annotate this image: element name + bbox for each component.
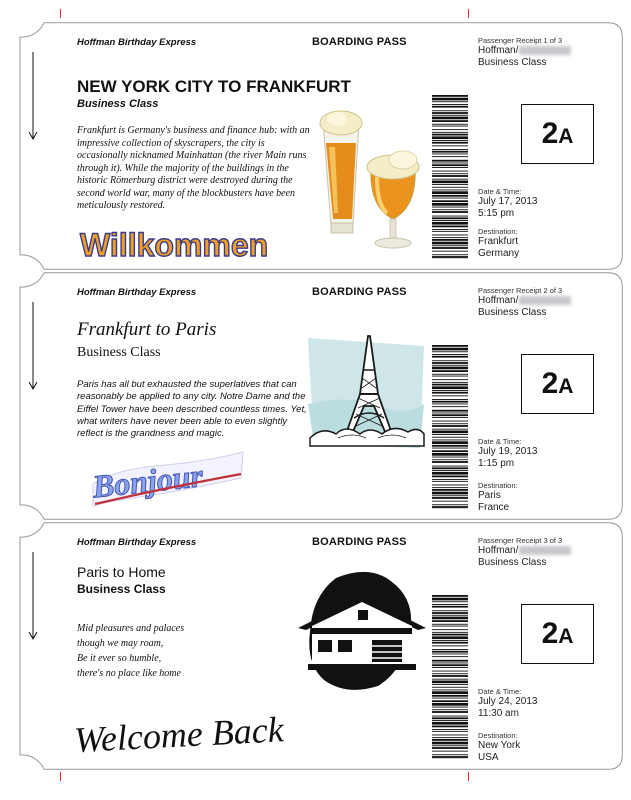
barcode-bar — [432, 256, 468, 258]
boarding-pass-label: BOARDING PASS — [312, 36, 407, 48]
barcode-bar — [432, 695, 468, 697]
barcode-bar — [432, 374, 468, 375]
barcode-bar — [432, 386, 468, 389]
barcode-bar — [432, 404, 468, 405]
flight-time: 11:30 am — [478, 707, 519, 719]
barcode — [432, 95, 468, 259]
barcode-bar — [432, 504, 468, 505]
barcode-bar — [432, 711, 468, 713]
barcode-bar — [432, 384, 468, 386]
barcode-bar — [432, 742, 468, 745]
barcode-bar — [432, 382, 468, 383]
barcode-bar — [432, 501, 468, 502]
barcode-bar — [432, 124, 468, 125]
willkommen-wordart — [77, 222, 269, 264]
barcode-bar — [432, 745, 468, 746]
barcode-bar — [432, 698, 468, 699]
date-time-block — [478, 187, 538, 219]
barcode-bar — [432, 690, 468, 691]
destination-label: Destination: — [478, 227, 518, 236]
barcode-bar — [432, 707, 468, 708]
barcode-bar — [432, 445, 468, 447]
barcode-bar — [432, 642, 468, 644]
barcode-bar — [432, 200, 468, 202]
barcode-bar — [432, 604, 468, 605]
seat-box — [521, 604, 594, 664]
barcode-bar — [432, 115, 468, 116]
barcode-bar — [432, 667, 468, 668]
barcode-bar — [432, 476, 468, 478]
barcode-bar — [432, 654, 468, 655]
barcode-bar — [432, 720, 468, 721]
passenger-class: Business Class — [478, 56, 547, 68]
barcode-bar — [432, 595, 468, 597]
barcode-bar — [432, 497, 468, 499]
barcode-bar — [432, 660, 468, 662]
seat-number: 2A — [541, 367, 574, 400]
receipt-number: Passenger Receipt 1 of 3 — [478, 36, 563, 45]
barcode-bar — [432, 485, 468, 486]
barcode-bar — [432, 134, 468, 136]
cut-mark — [468, 9, 469, 18]
barcode-bar — [432, 203, 468, 206]
barcode-bar — [432, 231, 468, 232]
date-label: Date & Time: — [478, 187, 522, 196]
barcode-bar — [432, 681, 468, 684]
barcode-bar — [432, 726, 468, 728]
barcode-bar — [432, 747, 468, 749]
flight-time: 5:15 pm — [478, 207, 515, 219]
class-label: Business Class — [77, 582, 166, 596]
barcode-bar — [432, 254, 468, 255]
barcode-bar — [432, 245, 468, 246]
barcode-bar — [432, 448, 468, 449]
route-title: NEW YORK CITY TO FRANKFURT — [77, 77, 351, 96]
barcode-bar — [432, 132, 468, 133]
barcode-bar — [432, 671, 468, 672]
barcode-bar — [432, 367, 468, 370]
poem-line: Mid pleasures and palaces — [77, 623, 185, 634]
barcode-bar — [432, 423, 468, 424]
barcode-bar — [432, 470, 468, 471]
barcode-bar — [432, 684, 468, 685]
barcode-bar — [432, 140, 468, 141]
barcode-bar — [432, 251, 468, 252]
barcode-bar — [432, 751, 468, 752]
barcode-bar — [432, 106, 468, 108]
barcode-bar — [432, 365, 468, 366]
barcode-bar — [432, 466, 468, 467]
barcode-bar — [432, 626, 468, 627]
barcode-bar — [432, 247, 468, 249]
passenger-name — [478, 295, 571, 307]
barcode-bar — [432, 410, 468, 412]
barcode-bar — [432, 117, 468, 120]
company-name: Hoffman Birthday Express — [77, 37, 197, 48]
barcode-bar — [432, 360, 468, 361]
destination-block — [478, 481, 518, 513]
barcode-bar — [432, 467, 468, 469]
destination-label: Destination: — [478, 731, 518, 740]
barcode-bar — [432, 629, 468, 630]
passenger-class: Business Class — [478, 556, 547, 568]
seat-box — [521, 354, 594, 414]
barcode-bar — [432, 735, 468, 736]
route-title: Frankfurt to Paris — [77, 319, 217, 340]
barcode-bar — [432, 459, 468, 460]
barcode-bar — [432, 198, 468, 199]
cut-mark — [468, 772, 469, 781]
barcode-bar — [432, 112, 468, 114]
destination-country: France — [478, 501, 510, 513]
barcode-bar — [432, 235, 468, 236]
barcode-bar — [432, 417, 468, 418]
redacted-name — [519, 46, 571, 55]
eiffel-tower-illustration — [308, 334, 426, 452]
barcode-bar — [432, 656, 468, 657]
svg-text:Welcome Back: Welcome Back — [73, 709, 285, 761]
poem-line: there's no place like home — [77, 668, 181, 679]
passenger-name — [478, 45, 571, 57]
seat-number: 2A — [541, 617, 574, 650]
boarding-pass-label: BOARDING PASS — [312, 286, 407, 298]
barcode-bar — [432, 645, 468, 646]
seat-box — [521, 104, 594, 164]
company-name: Hoffman Birthday Express — [77, 537, 197, 548]
barcode-bar — [432, 376, 468, 377]
tear-arrow-icon — [28, 552, 38, 642]
barcode-bar — [432, 663, 468, 664]
barcode-bar — [432, 709, 468, 710]
barcode-bar — [432, 700, 468, 702]
class-label: Business Class — [77, 345, 161, 360]
redacted-name — [519, 296, 571, 305]
svg-text:Bonjour: Bonjour — [90, 457, 205, 505]
barcode-bar — [432, 120, 468, 122]
barcode-bar — [432, 437, 468, 438]
boarding-pass-label: BOARDING PASS — [312, 536, 407, 548]
cut-mark — [60, 9, 61, 18]
destination-description: Paris has all but exhausted the superlatives that can reasonably be applied to any city. Notre Dame and the Eiffel Tower have been described countless times. Yet, what writers have never been able to even slightly reflect is the grandness and magic. — [77, 379, 307, 440]
barcode-bar — [432, 98, 468, 101]
destination-city: New York — [478, 740, 521, 751]
destination-city: Paris — [478, 490, 501, 501]
date-time-block — [478, 687, 538, 719]
barcode-bar — [432, 164, 468, 166]
redacted-name — [519, 546, 571, 555]
barcode-bar — [432, 149, 468, 150]
destination-block — [478, 227, 519, 259]
barcode-bar — [432, 354, 468, 355]
barcode-bar — [432, 691, 468, 694]
barcode-bar — [432, 634, 468, 636]
barcode-bar — [432, 145, 468, 146]
barcode-bar — [432, 362, 468, 364]
bonjour-wordart — [85, 444, 250, 514]
barcode-bar — [432, 679, 468, 680]
barcode-bar — [432, 440, 468, 441]
barcode-bar — [432, 636, 468, 639]
receipt-info — [478, 536, 571, 568]
welcome-back-lettering — [72, 702, 312, 760]
barcode-bar — [432, 640, 468, 641]
barcode-bar — [432, 479, 468, 480]
barcode-bar — [432, 401, 468, 403]
barcode-bar — [432, 175, 468, 177]
barcode-bar — [432, 615, 468, 616]
flight-date: July 17, 2013 — [478, 196, 538, 207]
barcode-bar — [432, 620, 468, 622]
barcode-bar — [432, 345, 468, 347]
barcode-bar — [432, 351, 468, 352]
barcode-bar — [432, 167, 468, 168]
barcode-bar — [432, 729, 468, 730]
barcode-bar — [432, 414, 468, 416]
barcode-bar — [432, 425, 468, 427]
boarding-pass-2 — [10, 272, 623, 519]
barcode-bar — [432, 129, 468, 130]
beer-glasses-illustration — [315, 107, 425, 257]
barcode-bar — [432, 95, 468, 97]
barcode-bar — [432, 406, 468, 407]
barcode — [432, 595, 468, 759]
barcode-bar — [432, 739, 468, 741]
barcode-bar — [432, 716, 468, 717]
barcode-bar — [432, 632, 468, 633]
barcode-bar — [432, 126, 468, 127]
barcode-bar — [432, 222, 468, 225]
barcode-bar — [432, 356, 468, 358]
boarding-pass-1 — [10, 22, 623, 269]
barcode-bar — [432, 173, 468, 174]
barcode-bar — [432, 487, 468, 488]
barcode-bar — [432, 601, 468, 602]
flight-date: July 24, 2013 — [478, 696, 538, 707]
barcode-bar — [432, 737, 468, 738]
passenger-class: Business Class — [478, 306, 547, 318]
barcode-bar — [432, 421, 468, 422]
cut-mark — [60, 772, 61, 781]
barcode-bar — [432, 664, 468, 666]
passenger-surname: Hoffman/ — [478, 545, 519, 556]
passenger-surname: Hoffman/ — [478, 45, 519, 56]
barcode-bar — [432, 160, 468, 162]
barcode-bar — [432, 156, 468, 157]
barcode-bar — [432, 220, 468, 221]
date-label: Date & Time: — [478, 687, 522, 696]
destination-city: Frankfurt — [478, 236, 519, 247]
barcode-bar — [432, 110, 468, 111]
svg-text:Willkommen: Willkommen — [80, 227, 269, 263]
barcode-bar — [432, 651, 468, 653]
barcode-bar — [432, 151, 468, 153]
barcode-bar — [432, 184, 468, 185]
barcode-bar — [432, 209, 468, 210]
barcode-bar — [432, 190, 468, 191]
destination-block — [478, 731, 520, 763]
barcode-bar — [432, 441, 468, 444]
barcode-bar — [432, 216, 468, 217]
poem — [77, 621, 313, 681]
barcode-bar — [432, 163, 468, 164]
destination-description: Frankfurt is Germany's business and finance hub: with an impressive collection of skyscrapers, the city is occasionally nicknamed Mainhattan (the river Main runs through it). While the majority of the buildings in the historic Römerburg district were destroyed during the second world war, many of the blockbusters have been meticulously restored. — [77, 125, 310, 211]
barcode-bar — [432, 348, 468, 351]
barcode-bar — [432, 612, 468, 614]
barcode-bar — [432, 390, 468, 391]
tear-arrow-icon — [28, 302, 38, 392]
destination-country: Germany — [478, 247, 520, 259]
barcode-bar — [432, 756, 468, 758]
boarding-pass-3 — [10, 522, 623, 769]
barcode-bar — [432, 187, 468, 188]
barcode-bar — [432, 239, 468, 241]
barcode-bar — [432, 434, 468, 435]
barcode-bar — [432, 101, 468, 102]
receipt-info — [478, 36, 571, 68]
barcode-bar — [432, 495, 468, 496]
poem-line: Be it ever so humble, — [77, 653, 162, 664]
barcode-bar — [432, 472, 468, 475]
seat-number: 2A — [541, 117, 574, 150]
barcode-bar — [432, 242, 468, 245]
barcode-bar — [432, 506, 468, 508]
company-name: Hoffman Birthday Express — [77, 287, 197, 298]
barcode-bar — [432, 457, 468, 458]
barcode-bar — [432, 191, 468, 194]
barcode-bar — [432, 413, 468, 414]
barcode-bar — [432, 489, 468, 491]
barcode-bar — [432, 673, 468, 674]
barcode-bar — [432, 171, 468, 172]
barcode-bar — [432, 598, 468, 601]
barcode — [432, 345, 468, 509]
barcode-bar — [432, 392, 468, 394]
barcode-bar — [432, 237, 468, 238]
barcode-bar — [432, 624, 468, 625]
barcode-bar — [432, 722, 468, 725]
barcode-bar — [432, 481, 468, 482]
house-icon — [298, 570, 428, 695]
barcode-bar — [432, 717, 468, 719]
receipt-info — [478, 286, 571, 318]
barcode-bar — [432, 431, 468, 434]
date-time-block — [478, 437, 538, 469]
receipt-number: Passenger Receipt 3 of 3 — [478, 536, 563, 545]
passenger-name — [478, 545, 571, 557]
barcode-bar — [432, 154, 468, 155]
destination-label: Destination: — [478, 481, 518, 490]
barcode-bar — [432, 136, 468, 139]
flight-time: 1:15 pm — [478, 457, 515, 469]
barcode-bar — [432, 207, 468, 208]
barcode-bar — [432, 104, 468, 105]
barcode-bar — [432, 492, 468, 495]
date-label: Date & Time: — [478, 437, 522, 446]
barcode-bar — [432, 179, 468, 180]
barcode-bar — [432, 429, 468, 430]
barcode-bar — [432, 226, 468, 228]
barcode-bar — [432, 142, 468, 144]
barcode-bar — [432, 370, 468, 372]
barcode-bar — [432, 675, 468, 677]
barcode-bar — [432, 649, 468, 650]
barcode-bar — [432, 450, 468, 452]
barcode-bar — [432, 731, 468, 732]
barcode-bar — [432, 687, 468, 688]
barcode-bar — [432, 399, 468, 400]
destination-country: USA — [478, 751, 499, 763]
flight-date: July 19, 2013 — [478, 446, 538, 457]
receipt-number: Passenger Receipt 2 of 3 — [478, 286, 563, 295]
passenger-surname: Hoffman/ — [478, 295, 519, 306]
barcode-bar — [432, 379, 468, 380]
barcode-bar — [432, 211, 468, 213]
class-label: Business Class — [77, 98, 159, 110]
barcode-bar — [432, 217, 468, 219]
barcode-bar — [432, 606, 468, 608]
poem-line: though we may roam, — [77, 638, 164, 649]
barcode-bar — [432, 181, 468, 184]
barcode-bar — [432, 703, 468, 706]
tear-arrow-icon — [28, 52, 38, 142]
barcode-bar — [432, 610, 468, 611]
barcode-bar — [432, 195, 468, 197]
barcode-bar — [432, 754, 468, 755]
route-title: Paris to Home — [77, 564, 166, 580]
barcode-bar — [432, 617, 468, 620]
barcode-bar — [432, 461, 468, 463]
barcode-bar — [432, 453, 468, 456]
barcode-bar — [432, 395, 468, 396]
barcode-bar — [432, 229, 468, 230]
